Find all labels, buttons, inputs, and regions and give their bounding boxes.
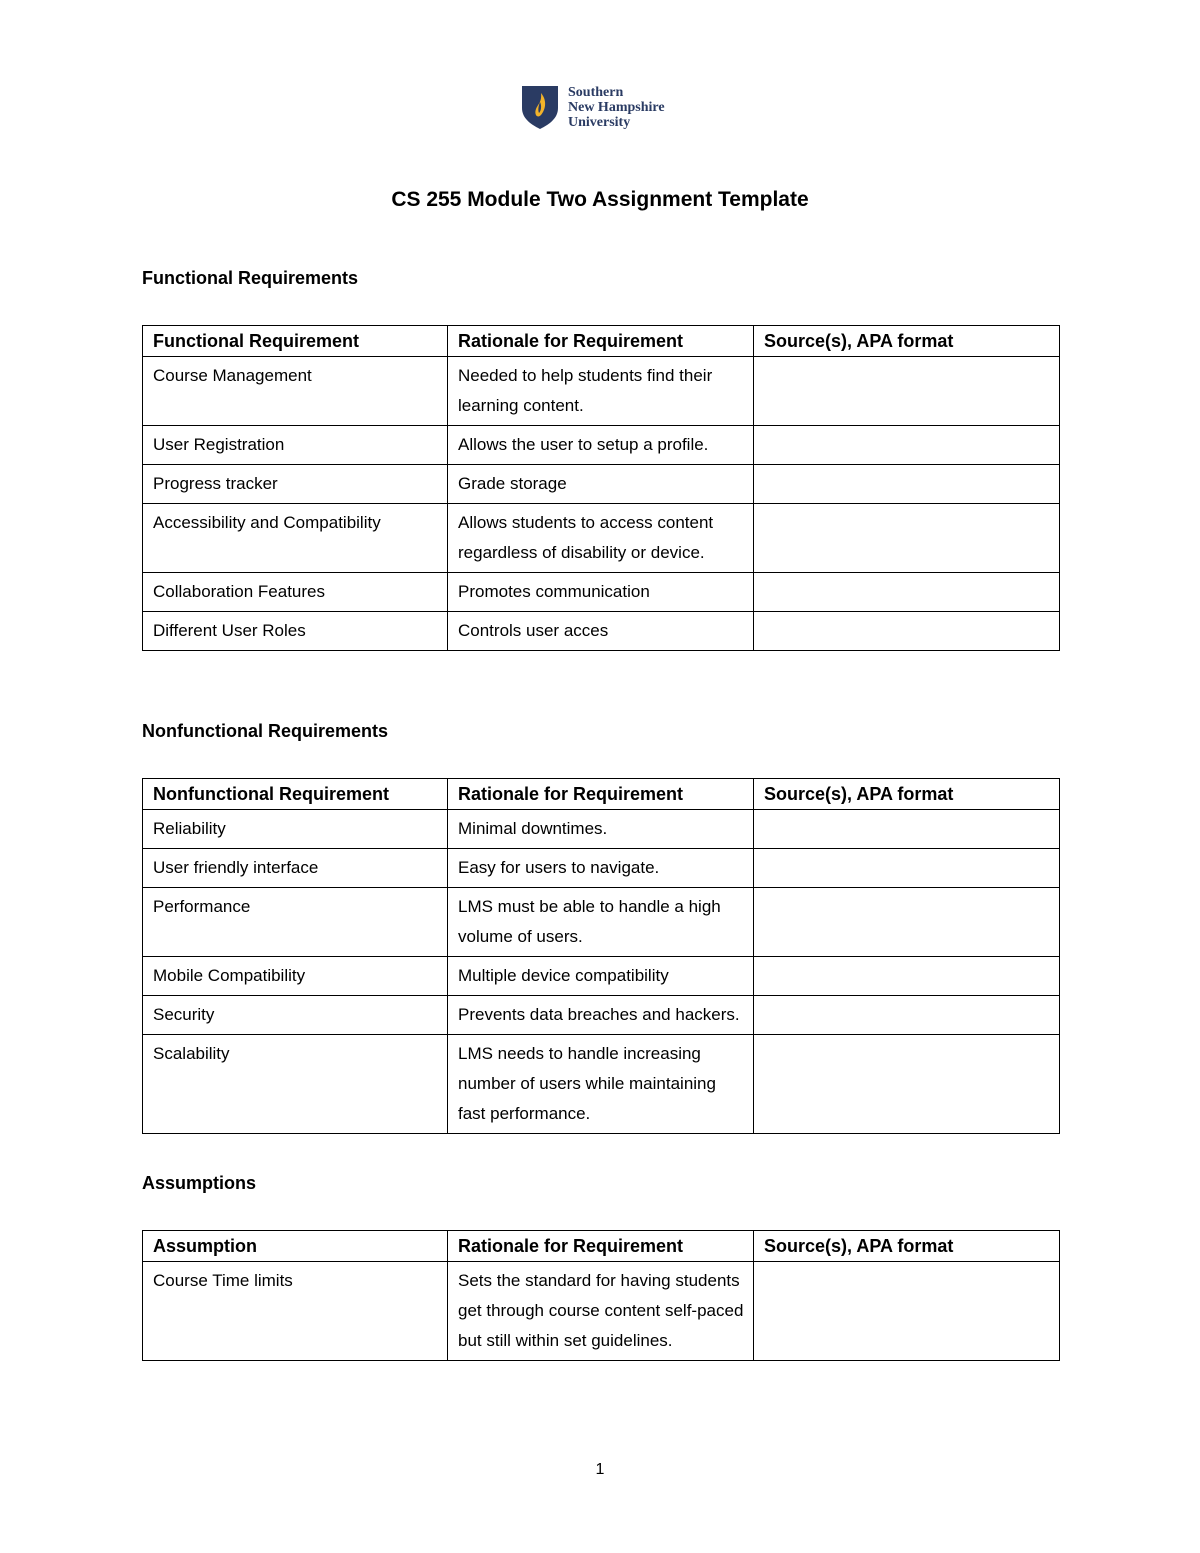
logo-line-2: New Hampshire xyxy=(568,99,665,115)
table-row xyxy=(143,465,1060,504)
assumptions-heading: Assumptions xyxy=(142,1173,257,1193)
sources-cell xyxy=(754,888,1060,957)
table-row xyxy=(143,1035,1060,1134)
rationale-cell: Grade storage xyxy=(448,465,754,504)
rationale-cell: Promotes communication xyxy=(448,573,754,612)
rationale-cell: Allows the user to setup a profile. xyxy=(448,426,754,465)
table-header-row xyxy=(143,779,1060,810)
nonfunctional-table xyxy=(142,778,1060,1134)
requirement-cell: User friendly interface xyxy=(143,849,448,888)
header-sources: Source(s), APA format xyxy=(754,1231,1060,1262)
table-row xyxy=(143,849,1060,888)
rationale-cell: Sets the standard for having students get through course content self-paced but still within set guidelines. xyxy=(448,1262,754,1361)
logo-wordmark xyxy=(568,85,665,130)
rationale-cell: Prevents data breaches and hackers. xyxy=(448,996,754,1035)
sources-cell xyxy=(754,426,1060,465)
requirement-cell: User Registration xyxy=(143,426,448,465)
sources-cell xyxy=(754,996,1060,1035)
assumption-cell: Course Time limits xyxy=(143,1262,448,1361)
requirement-cell: Scalability xyxy=(143,1035,448,1134)
table-row xyxy=(143,357,1060,426)
shield-flame-icon xyxy=(520,84,560,130)
rationale-cell: Needed to help students find their learning content. xyxy=(448,357,754,426)
rationale-cell: LMS needs to handle increasing number of users while maintaining fast performance. xyxy=(448,1035,754,1134)
nonfunctional-heading: Nonfunctional Requirements xyxy=(142,721,389,741)
university-logo xyxy=(520,84,665,130)
sources-cell xyxy=(754,1035,1060,1134)
header-requirement: Nonfunctional Requirement xyxy=(143,779,448,810)
table-row xyxy=(143,612,1060,651)
header-assumption: Assumption xyxy=(143,1231,448,1262)
header-sources: Source(s), APA format xyxy=(754,326,1060,357)
rationale-cell: Minimal downtimes. xyxy=(448,810,754,849)
functional-table xyxy=(142,325,1060,651)
requirement-cell: Different User Roles xyxy=(143,612,448,651)
table-row xyxy=(143,957,1060,996)
requirement-cell: Collaboration Features xyxy=(143,573,448,612)
sources-cell xyxy=(754,612,1060,651)
requirement-cell: Accessibility and Compatibility xyxy=(143,504,448,573)
sources-cell xyxy=(754,465,1060,504)
rationale-cell: Controls user acces xyxy=(448,612,754,651)
requirement-cell: Reliability xyxy=(143,810,448,849)
table-row xyxy=(143,888,1060,957)
sources-cell xyxy=(754,849,1060,888)
sources-cell xyxy=(754,573,1060,612)
table-header-row xyxy=(143,326,1060,357)
requirement-cell: Progress tracker xyxy=(143,465,448,504)
requirement-cell: Performance xyxy=(143,888,448,957)
requirement-cell: Security xyxy=(143,996,448,1035)
rationale-cell: LMS must be able to handle a high volume of users. xyxy=(448,888,754,957)
table-header-row xyxy=(143,1231,1060,1262)
header-requirement: Functional Requirement xyxy=(143,326,448,357)
requirement-cell: Mobile Compatibility xyxy=(143,957,448,996)
table-row xyxy=(143,426,1060,465)
functional-heading: Functional Requirements xyxy=(142,268,359,288)
sources-cell xyxy=(754,504,1060,573)
requirement-cell: Course Management xyxy=(143,357,448,426)
table-row xyxy=(143,996,1060,1035)
header-rationale: Rationale for Requirement xyxy=(448,779,754,810)
table-row xyxy=(143,504,1060,573)
page-number: 1 xyxy=(595,1461,605,1478)
sources-cell xyxy=(754,1262,1060,1361)
logo-line-1: Southern xyxy=(568,84,624,100)
rationale-cell: Allows students to access content regardless of disability or device. xyxy=(448,504,754,573)
header-rationale: Rationale for Requirement xyxy=(448,1231,754,1262)
logo-line-3: University xyxy=(568,114,631,130)
table-row xyxy=(143,1262,1060,1361)
table-row xyxy=(143,573,1060,612)
document-title: CS 255 Module Two Assignment Template xyxy=(391,188,809,211)
rationale-cell: Multiple device compatibility xyxy=(448,957,754,996)
rationale-cell: Easy for users to navigate. xyxy=(448,849,754,888)
sources-cell xyxy=(754,357,1060,426)
header-rationale: Rationale for Requirement xyxy=(448,326,754,357)
sources-cell xyxy=(754,810,1060,849)
assumptions-table xyxy=(142,1230,1060,1361)
table-row xyxy=(143,810,1060,849)
sources-cell xyxy=(754,957,1060,996)
header-sources: Source(s), APA format xyxy=(754,779,1060,810)
